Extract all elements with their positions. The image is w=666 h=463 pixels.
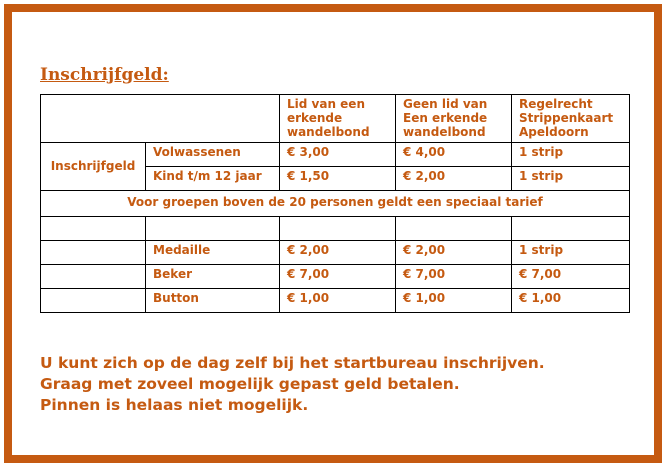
table-row-group-note	[41, 191, 630, 217]
cell-adults-member: € 3,00	[280, 143, 396, 167]
empty-cell	[512, 217, 630, 241]
empty-cell	[41, 217, 146, 241]
note-line: Graag met zoveel mogelijk gepast geld betalen.	[40, 375, 460, 393]
row-label-adults: Volwassenen	[146, 143, 280, 167]
table-row	[41, 265, 630, 289]
table-row	[41, 289, 630, 313]
group-rate-note: Voor groepen boven de 20 personen geldt een speciaal tarief	[41, 191, 630, 217]
empty-cell	[146, 217, 280, 241]
cell-cup-strip: € 7,00	[512, 265, 630, 289]
cell-child-strip: 1 strip	[512, 167, 630, 191]
row-label-medal: Medaille	[146, 241, 280, 265]
empty-cell	[280, 217, 396, 241]
table-row	[41, 143, 630, 167]
header-non-member: Geen lid van Een erkende wandelbond	[396, 95, 512, 143]
cell-medal-non-member: € 2,00	[396, 241, 512, 265]
cell-adults-strip: 1 strip	[512, 143, 630, 167]
row-label-button: Button	[146, 289, 280, 313]
table-row	[41, 241, 630, 265]
cell-child-member: € 1,50	[280, 167, 396, 191]
cell-medal-member: € 2,00	[280, 241, 396, 265]
fees-table	[40, 94, 630, 313]
note-line: Pinnen is helaas niet mogelijk.	[40, 396, 309, 414]
cell-cup-member: € 7,00	[280, 265, 396, 289]
cell-button-non-member: € 1,00	[396, 289, 512, 313]
header-cell-empty	[41, 95, 280, 143]
cell-medal-strip: 1 strip	[512, 241, 630, 265]
cell-child-non-member: € 2,00	[396, 167, 512, 191]
table-row-empty	[41, 217, 630, 241]
cell-button-strip: € 1,00	[512, 289, 630, 313]
empty-cell	[41, 241, 146, 265]
row-label-cup: Beker	[146, 265, 280, 289]
note-line: U kunt zich op de dag zelf bij het startbureau inschrijven.	[40, 354, 545, 372]
registration-notes	[40, 353, 545, 416]
header-strip-card: Regelrecht Strippenkaart Apeldoorn	[512, 95, 630, 143]
row-label-child: Kind t/m 12 jaar	[146, 167, 280, 191]
table-header-row	[41, 95, 630, 143]
cell-button-member: € 1,00	[280, 289, 396, 313]
cell-cup-non-member: € 7,00	[396, 265, 512, 289]
header-member: Lid van een erkende wandelbond	[280, 95, 396, 143]
empty-cell	[41, 265, 146, 289]
empty-cell	[41, 289, 146, 313]
cell-adults-non-member: € 4,00	[396, 143, 512, 167]
group-label-inschrijfgeld: Inschrijfgeld	[41, 143, 146, 191]
page-frame	[4, 4, 662, 463]
page-title: Inschrijfgeld:	[40, 65, 169, 85]
empty-cell	[396, 217, 512, 241]
